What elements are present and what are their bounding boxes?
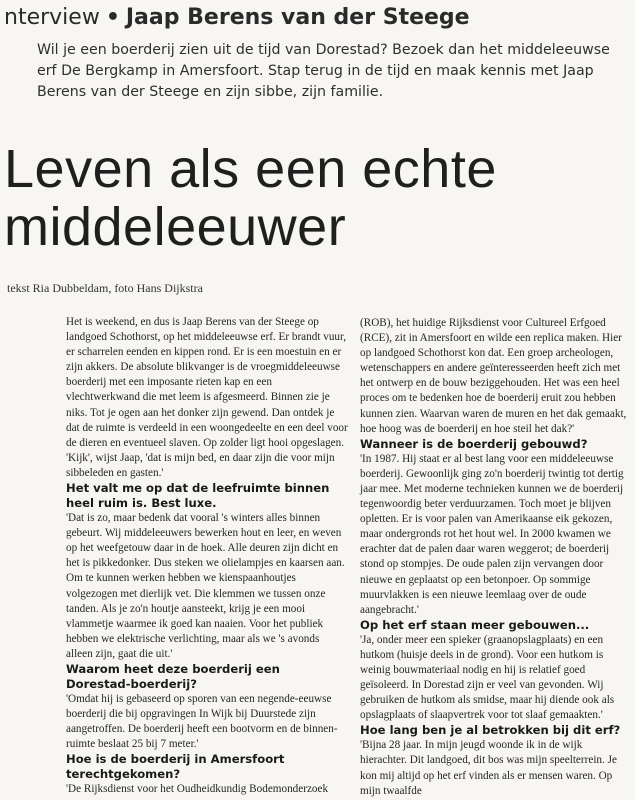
- page-title-line-1: Leven als een echte: [4, 139, 497, 199]
- page-title-line-2: middeleeuwer: [4, 197, 347, 257]
- intro-paragraph: Wil je een boerderij zien uit de tijd van Dorestad? Bezoek dan het middeleeuwse erf De Bergkamp in Amersfoort. Stap terug in de tijd en maak kennis met Jaap Berens van der Steege en zijn sibbe, zijn familie.: [37, 42, 610, 100]
- body-paragraph: 'De Rijksdienst voor het Oudheidkundig Bodemonderzoek: [66, 783, 329, 796]
- question-heading: Waarom heet deze boerderij een Dorestad-boerderij?: [66, 661, 280, 691]
- body-paragraph: 'In 1987. Hij staat er al best lang voor een middeleeuwse boerderij. Gewoonlijk ging zo'n boerderij twintig tot dertig jaar mee. Met moderne technieken kunnen we de boerderij tegenwoordig beter verduurzamen. Toch moet je blijven opletten. Er is voor palen van Amerikaanse eik gekozen, maar ondergronds rot het hout wel. In 2000 kwamen we erachter dat de palen daar waren weggerot; de boerderij stond op stompjes. De oude palen zijn vervangen door nieuwe en geplaatst op een betonpoer. Op sommige muurvlakken is een nieuwe leemlaag over de oude aangebracht.': [360, 452, 624, 616]
- article-column-left: [66, 315, 348, 797]
- page-title: [4, 140, 629, 256]
- header-separator: •: [105, 5, 120, 30]
- byline: tekst Ria Dubbeldam, foto Hans Dijkstra: [7, 281, 203, 295]
- body-paragraph: 'Dat is zo, maar bedenk dat vooral 's winters alles binnen gebeurt. Wij middeleeuwers bewerken hout en leer, en weven op het weefgetouw daar in de hoek. Alle deuren zijn dicht en het is pikkedonker. Dus steken we olielampjes en kaarsen aan. Om te kunnen werken hebben we kienspaanhoutjes volgezogen met dierlijk vet. Die klemmen we tussen onze tanden. Als je zo'n houtje aansteekt, krijg je een mooi vlammetje waarmee ik goed kan naaien. Voor het publiek hebben we elektrische verlichting, maar als we 's avonds alleen zijn, gaat die uit.': [66, 512, 345, 660]
- question-heading: Hoe lang ben je al betrokken bij dit erf?: [360, 723, 621, 738]
- body-paragraph: 'Ja, onder meer een spieker (graanopslagplaats) en een hutkom (huisje deels in de grond). Voor een hutkom is weinig bouwmateriaal nodig en hij is relatief goed geïsoleerd. In Dorestad zijn er veel van gevonden. Wij gebruiken de hutkom als smidse, maar hij diende ook als opslagplaats of slaapvertrek voor tot slaaf gemaakten.': [360, 633, 615, 722]
- interviewee-name: Jaap Berens van der Steege: [125, 5, 470, 30]
- section-header: [4, 3, 634, 33]
- body-paragraph: 'Omdat hij is gebaseerd op sporen van een negende-eeuwse boerderij die bij opgravingen In Wijk bij Duurstede zijn aangetroffen. De boerderij heeft een bootvorm en de binnen-ruimte beslaat 25 bij 7 meter.': [66, 692, 338, 751]
- body-paragraph: (ROB), het huidige Rijksdienst voor Cultureel Erfgoed (RCE), zit in Amersfoort en wilde een replica maken. Hier op landgoed Schothorst kon dat. Een groep archeologen, wetenschappers en andere geïnteresseerden heeft zich met het ontwerp en de bouw beziggehouden. Het was een heel proces om te bedenken hoe de boerderij eruit zou hebben kunnen zien. Waarvan waren de muren en het dak gemaakt, hoe hoog was de boerderij en hoe steil het dak?': [360, 317, 627, 435]
- body-paragraph: Het is weekend, en dus is Jaap Berens van der Steege op landgoed Schothorst, op het middeleeuwse erf. Er brandt vuur, er scharrelen eenden en kippen rond. Er is een moestuin en er zijn akkers. De absolute blikvanger is de vroegmiddeleeuwse boerderij met een imposante rieten kap en een vlechtwerkwand die met leem is afgesmeerd. Binnen zie je niks. Tot je ogen aan het donker zijn gewend. Dan ontdek je dat de ruimte is verdeeld in een woongedeelte en een deel voor de dieren en eventueel slaven. Op zolder ligt hooi opgeslagen. 'Kijk', wijst Jaap, 'dat is mijn bed, en daar zijn die voor mijn sibbeleden en gasten.': [66, 316, 348, 479]
- body-paragraph: 'Bijna 28 jaar. In mijn jeugd woonde ik in de wijk hierachter. Dit landgoed, dit bos was mijn speelterrein. Je kon mij altijd op het erf vinden als er mensen waren. Op mijn twaalfde: [360, 739, 617, 797]
- question-heading: Op het erf staan meer gebouwen...: [360, 617, 590, 632]
- question-heading: Het valt me op dat de leefruimte binnen heel ruim is. Best luxe.: [66, 481, 330, 511]
- question-heading: Hoe is de boerderij in Amersfoort terechtgekomen?: [66, 752, 285, 782]
- question-heading: Wanneer is de boerderij gebouwd?: [360, 436, 588, 451]
- article-column-right: [360, 316, 628, 799]
- section-label: nterview: [4, 5, 100, 30]
